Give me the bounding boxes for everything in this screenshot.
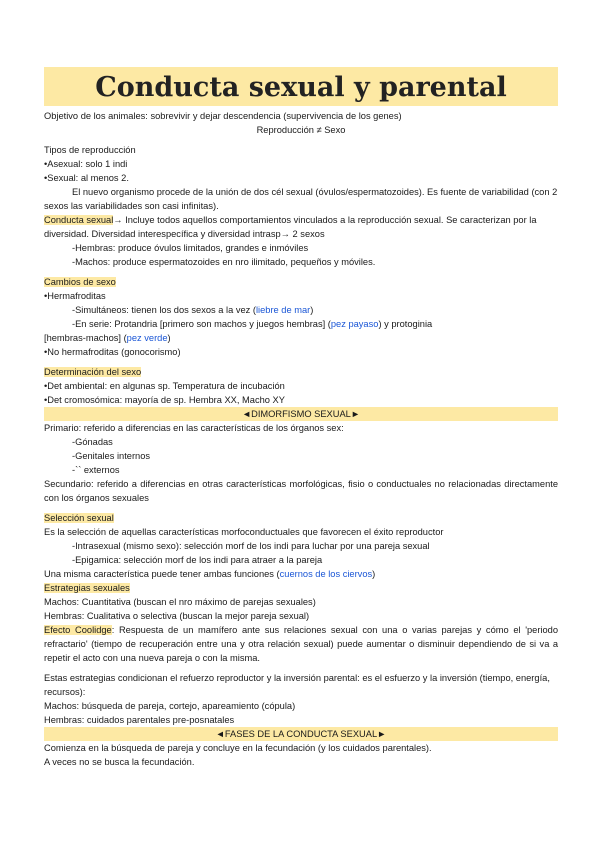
epigamic-line: -Epigamica: selección morf de los indi para atraer a la pareja — [72, 555, 323, 565]
deer-antlers-link[interactable]: cuernos de los ciervos — [279, 569, 373, 579]
hermaphrodites-line: •Hermafroditas — [44, 291, 106, 301]
sexual-behavior-text: → Incluye todos aquellos comportamientos vinculados a la reproducción sexual. Se caracterizan por la diversidad. Diversidad interespecífica y diversidad intrasp→ 2 sexos — [44, 215, 537, 239]
coolidge-label: Efecto Coolidge — [44, 625, 112, 635]
simultaneous-text: -Simultáneos: tienen los dos sexos a la vez ( — [72, 305, 256, 315]
sexual-selection-heading: Selección sexual — [44, 513, 114, 523]
sex-determination-heading-line — [44, 365, 558, 379]
intrasexual-line: -Intrasexual (mismo sexo): selección morf de los indi para luchar por una pareja sexual — [72, 541, 430, 551]
sexual-dimorphism-banner: ◄DIMORFISMO SEXUAL► — [44, 407, 558, 421]
page-title: Conducta sexual y parental — [95, 72, 507, 103]
environmental-determination-line: •Det ambiental: en algunas sp. Temperatura de incubación — [44, 381, 285, 391]
external-genitals-line: -`` externos — [72, 465, 120, 475]
females-qualitative-line: Hembras: Cualitativa o selectiva (buscan la mejor pareja sexual) — [44, 611, 310, 621]
green-fish-link[interactable]: pez verde — [126, 333, 168, 343]
serial-text: -En serie: Protandria [primero son machos y juegos hembras] ( — [72, 319, 331, 329]
primary-line: Primario: referido a diferencias en las características de los órganos sex: — [44, 423, 344, 433]
objective-line: Objetivo de los animales: sobrevivir y dejar descendencia (supervivencia de los genes) — [44, 111, 402, 121]
gonads-line: -Gónadas — [72, 437, 113, 447]
reproduction-types-heading: Tipos de reproducción — [44, 145, 136, 155]
internal-genitals-line: -Genitales internos — [72, 451, 151, 461]
protogyny-line — [44, 331, 558, 345]
asexual-line: •Asexual: solo 1 indi — [44, 159, 128, 169]
both-functions-text: Una misma característica puede tener ambas funciones ( — [44, 569, 280, 579]
both-functions-end: ) — [372, 569, 376, 579]
simultaneous-end: ) — [310, 305, 314, 315]
sexual-behavior-paragraph — [44, 213, 558, 241]
clownfish-link[interactable]: pez payaso — [330, 319, 379, 329]
sea-hare-link[interactable]: liebre de mar — [255, 305, 311, 315]
coolidge-text: : Respuesta de un mamífero ante sus relaciones sexual con una o varias parejas y cómo el 'periodo refractario' (tiempo de recuperación entre una y otra relación sexual) puede aumentar o disminuir dependiendo de si va a repetir el acto con una nueva pareja o con la misma. — [44, 625, 558, 663]
begins-line: Comienza en la búsqueda de pareja y concluye en la fecundación (y los cuidados parentales). — [44, 743, 432, 753]
males-quantitative-line: Machos: Cuantitativa (buscan el nro máximo de parejas sexuales) — [44, 597, 316, 607]
document-body — [44, 109, 558, 769]
reproduction-not-sex-line: Reproducción ≠ Sexo — [256, 125, 346, 135]
sexual-line: •Sexual: al menos 2. — [44, 173, 129, 183]
females-care-line: Hembras: cuidados parentales pre-posnatales — [44, 715, 235, 725]
sex-determination-heading: Determinación del sexo — [44, 367, 142, 377]
secondary-paragraph: Secundario: referido a diferencias en otras características morfológicas, fisio o conductuales no relacionadas directamente con los órganos sexuales — [44, 479, 558, 503]
females-ova-line: -Hembras: produce óvulos limitados, grandes e inmóviles — [72, 243, 309, 253]
both-functions-line — [44, 567, 558, 581]
sexual-behavior-phases-banner: ◄FASES DE LA CONDUCTA SEXUAL► — [44, 727, 558, 741]
males-sperm-line: -Machos: produce espermatozoides en nro ilimitado, pequeños y móviles. — [72, 257, 376, 267]
sexual-behavior-label: Conducta sexual — [44, 215, 114, 225]
serial-text-2: ) y protoginia — [378, 319, 433, 329]
sex-change-heading: Cambios de sexo — [44, 277, 116, 287]
non-hermaphrodites-line: •No hermafroditas (gonocorismo) — [44, 347, 181, 357]
males-search-line: Machos: búsqueda de pareja, cortejo, apareamiento (cópula) — [44, 701, 296, 711]
serial-line — [44, 317, 558, 331]
sexual-strategies-heading: Estrategias sexuales — [44, 583, 130, 593]
chromosomal-determination-line: •Det cromosómica: mayoría de sp. Hembra XX, Macho XY — [44, 395, 285, 405]
sex-change-heading-line — [44, 275, 558, 289]
protogyny-end: ) — [167, 333, 171, 343]
sometimes-line: A veces no se busca la fecundación. — [44, 757, 195, 767]
strategies-investment-paragraph: Estas estrategias condicionan el refuerzo reproductor y la inversión parental: es el esfuerzo y la inversión (tiempo, energía, recursos): — [44, 673, 550, 697]
new-organism-text: El nuevo organismo procede de la unión de dos cél sexual (óvulos/espermatozoides). Es fuente de variabilidad (con 2 sexos las variabilidades son casi infinitas). — [44, 187, 558, 211]
protogyny-text: [hembras-machos] ( — [44, 333, 127, 343]
coolidge-paragraph — [44, 623, 558, 665]
sexual-strategies-heading-line — [44, 581, 558, 595]
new-organism-paragraph — [44, 185, 558, 213]
sexual-selection-line: Es la selección de aquellas características morfoconductuales que favorecen el éxito reproductor — [44, 527, 444, 537]
sexual-selection-heading-line — [44, 511, 558, 525]
simultaneous-line — [44, 303, 558, 317]
